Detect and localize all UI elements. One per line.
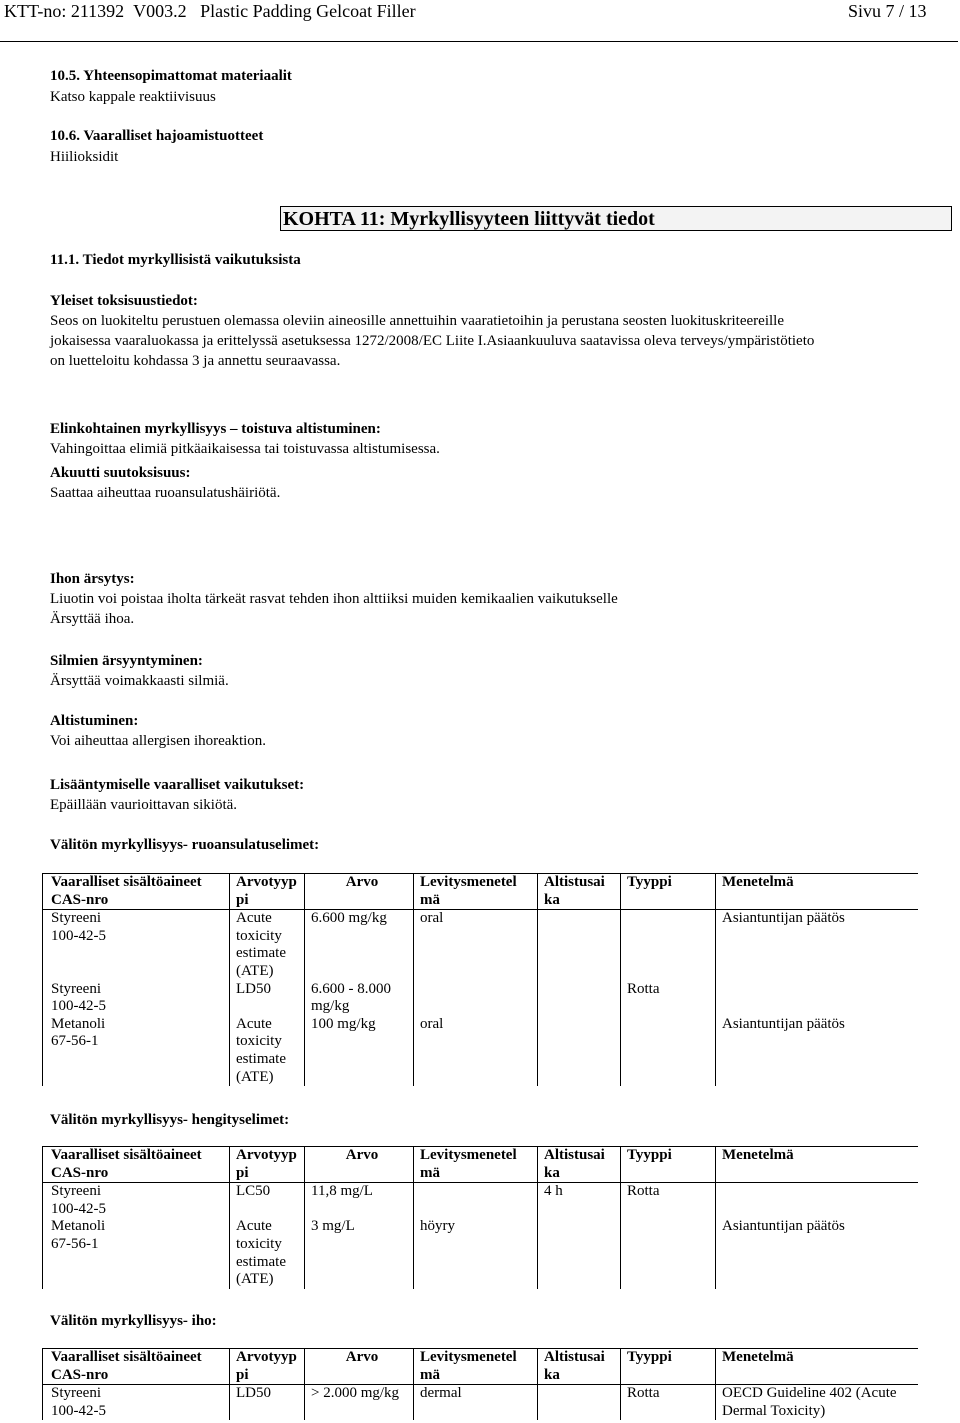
cell-species [621, 1016, 716, 1086]
section-11-banner: KOHTA 11: Myrkyllisyyteen liittyvät tiedot [280, 206, 952, 231]
col-route: Levitysmenetel mä [414, 1147, 538, 1183]
cell-value-type: LD50 [230, 981, 305, 1016]
cell-substance: Styreeni 100-42-5 [43, 981, 230, 1016]
cell-route: dermal [414, 1385, 538, 1421]
table-row [43, 910, 919, 981]
oral-table [42, 873, 918, 1086]
col-value: Arvo [305, 1349, 414, 1385]
cell-value: 6.600 mg/kg [305, 910, 414, 981]
section-10-5-title: 10.5. Yhteensopimattomat materiaalit [50, 68, 292, 84]
doc-header [4, 1, 416, 21]
inhalation-table [42, 1146, 918, 1289]
table-row [43, 1016, 919, 1086]
exposure-heading: Altistuminen: [50, 713, 139, 729]
repro-heading: Lisääntymiselle vaaralliset vaikutukset: [50, 777, 305, 793]
col-value: Arvo [305, 874, 414, 910]
general-line-2: jokaisessa vaaraluokassa ja erittelyssä asetuksessa 1272/2008/EC Liite I.Asiaankuuluva saatavissa oleva terveys/ympäristötieto [50, 333, 815, 349]
col-substance: Vaaralliset sisältöaineet CAS-nro [43, 1349, 230, 1385]
cell-exposure-time [538, 981, 621, 1016]
version: V003.2 [133, 1, 187, 21]
col-species: Tyyppi [621, 874, 716, 910]
cell-method: Asiantuntijan päätös [716, 1016, 919, 1086]
skin-heading: Ihon ärsytys: [50, 571, 135, 587]
cell-species: Rotta [621, 1183, 716, 1219]
cell-substance: Styreeni 100-42-5 [43, 1183, 230, 1219]
col-value: Arvo [305, 1147, 414, 1183]
col-species: Tyyppi [621, 1349, 716, 1385]
col-exposure-time: Altistusai ka [538, 1147, 621, 1183]
cell-exposure-time [538, 910, 621, 981]
cell-exposure-time: 4 h [538, 1183, 621, 1219]
cell-route: oral [414, 910, 538, 981]
cell-species [621, 1218, 716, 1288]
product-name: Plastic Padding Gelcoat Filler [200, 1, 416, 21]
cell-method: Asiantuntijan päätös [716, 1218, 919, 1288]
page-number: Sivu 7 / 13 [848, 1, 927, 21]
table-header-row [43, 1147, 919, 1183]
cell-species [621, 910, 716, 981]
table-row [43, 1218, 919, 1288]
col-substance: Vaaralliset sisältöaineet CAS-nro [43, 1147, 230, 1183]
cell-route [414, 981, 538, 1016]
col-substance: Vaaralliset sisältöaineet CAS-nro [43, 874, 230, 910]
table-row [43, 1183, 919, 1219]
cell-value: > 2.000 mg/kg [305, 1385, 414, 1421]
aspiration-heading: Akuutti suutoksisuus: [50, 465, 191, 481]
cell-value: 11,8 mg/L [305, 1183, 414, 1219]
section-10-6-text: Hiilioksidit [50, 149, 119, 165]
table-row [43, 981, 919, 1016]
col-value-type: Arvotyyp pi [230, 1147, 305, 1183]
general-heading: Yleiset toksisuustiedot: [50, 293, 198, 309]
cell-value-type: Acute toxicity estimate (ATE) [230, 1016, 305, 1086]
ktt-number: KTT-no: 211392 [4, 1, 125, 21]
cell-value-type: LC50 [230, 1183, 305, 1219]
cell-substance: Styreeni 100-42-5 [43, 910, 230, 981]
skin-line-1: Liuotin voi poistaa iholta tärkeät rasvat tehden ihon alttiiksi muiden kemikaalien vaikutukselle [50, 591, 618, 607]
col-exposure-time: Altistusai ka [538, 874, 621, 910]
table-header-row [43, 874, 919, 910]
cell-value: 100 mg/kg [305, 1016, 414, 1086]
cell-route: höyry [414, 1218, 538, 1288]
col-method: Menetelmä [716, 1147, 919, 1183]
col-route: Levitysmenetel mä [414, 1349, 538, 1385]
col-method: Menetelmä [716, 874, 919, 910]
eye-heading: Silmien ärsyyntyminen: [50, 653, 203, 669]
cell-exposure-time [538, 1016, 621, 1086]
col-value-type: Arvotyyp pi [230, 1349, 305, 1385]
cell-method: OECD Guideline 402 (Acute Dermal Toxicity) [716, 1385, 919, 1421]
exposure-text: Voi aiheuttaa allergisen ihoreaktion. [50, 733, 267, 749]
cell-method [716, 981, 919, 1016]
cell-substance: Metanoli 67-56-1 [43, 1016, 230, 1086]
table-row [43, 1385, 919, 1421]
inhalation-heading: Välitön myrkyllisyys- hengityselimet: [50, 1112, 290, 1128]
chronic-text: Vahingoittaa elimiä pitkäaikaisessa tai toistuvassa altistumisessa. [50, 441, 440, 457]
cell-species: Rotta [621, 981, 716, 1016]
general-line-3: on luetteloitu kohdassa 3 ja annettu seuraavassa. [50, 353, 341, 369]
section-10-6-title: 10.6. Vaaralliset hajoamistuotteet [50, 128, 264, 144]
cell-value-type: LD50 [230, 1385, 305, 1421]
skin-line-2: Ärsyttää ihoa. [50, 611, 135, 627]
cell-substance: Metanoli 67-56-1 [43, 1218, 230, 1288]
cell-value: 6.600 - 8.000 mg/kg [305, 981, 414, 1016]
col-value-type: Arvotyyp pi [230, 874, 305, 910]
header-rule [0, 41, 958, 42]
cell-method [716, 1183, 919, 1219]
cell-method: Asiantuntijan päätös [716, 910, 919, 981]
chronic-heading: Elinkohtainen myrkyllisyys – toistuva altistuminen: [50, 421, 381, 437]
cell-exposure-time [538, 1218, 621, 1288]
general-line-1: Seos on luokiteltu perustuen olemassa oleviin aineosille annettuihin vaaratietoihin ja perustana seosten luokituskriteereille [50, 313, 784, 329]
cell-value-type: Acute toxicity estimate (ATE) [230, 1218, 305, 1288]
dermal-heading: Välitön myrkyllisyys- iho: [50, 1313, 217, 1329]
repro-text: Epäillään vaurioittavan sikiötä. [50, 797, 238, 813]
cell-value: 3 mg/L [305, 1218, 414, 1288]
cell-species: Rotta [621, 1385, 716, 1421]
dermal-table [42, 1348, 918, 1420]
section-11-1-title: 11.1. Tiedot myrkyllisistä vaikutuksista [50, 252, 301, 268]
eye-text: Ärsyttää voimakkaasti silmiä. [50, 673, 229, 689]
table-header-row [43, 1349, 919, 1385]
cell-exposure-time [538, 1385, 621, 1421]
cell-route: oral [414, 1016, 538, 1086]
cell-substance: Styreeni 100-42-5 [43, 1385, 230, 1421]
col-route: Levitysmenetel mä [414, 874, 538, 910]
section-10-5-text: Katso kappale reaktiivisuus [50, 89, 216, 105]
col-exposure-time: Altistusai ka [538, 1349, 621, 1385]
aspiration-text: Saattaa aiheuttaa ruoansulatushäiriötä. [50, 485, 281, 501]
col-method: Menetelmä [716, 1349, 919, 1385]
col-species: Tyyppi [621, 1147, 716, 1183]
cell-value-type: Acute toxicity estimate (ATE) [230, 910, 305, 981]
oral-heading: Välitön myrkyllisyys- ruoansulatuselimet: [50, 837, 320, 853]
cell-route [414, 1183, 538, 1219]
